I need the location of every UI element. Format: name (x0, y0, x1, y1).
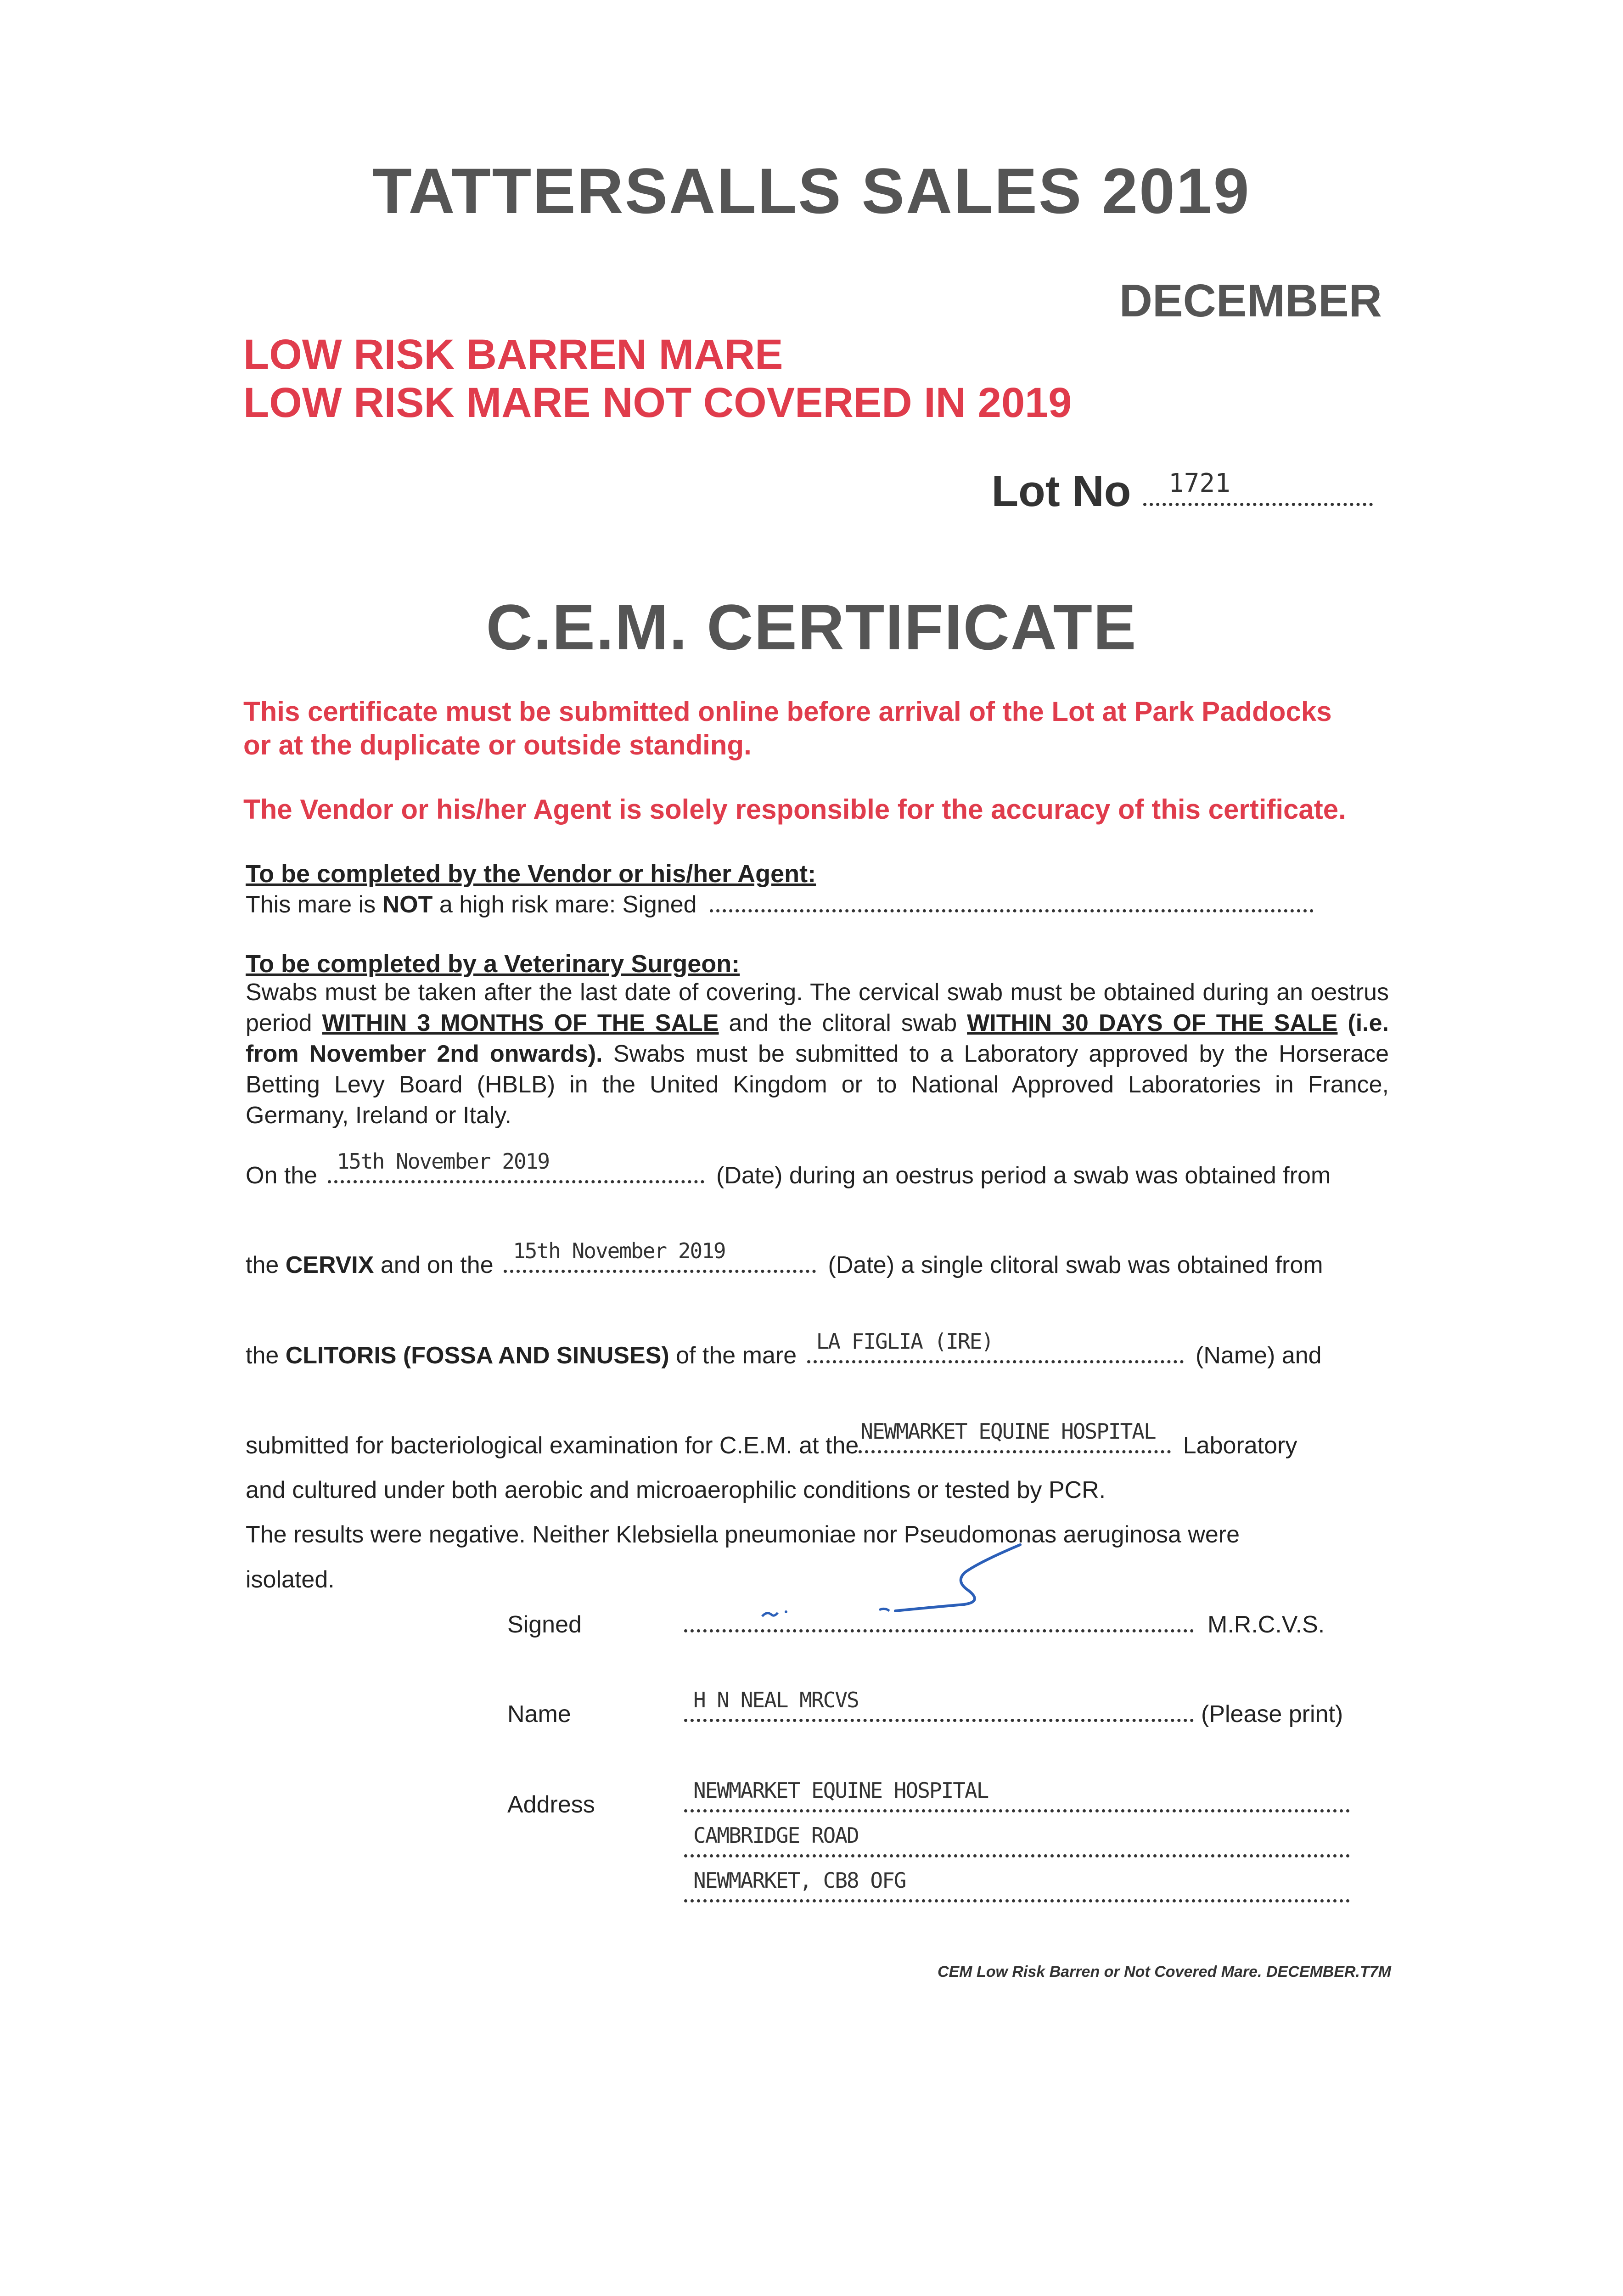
form-reference-footer: CEM Low Risk Barren or Not Covered Mare. DECEMBER.T7M (937, 1963, 1391, 1981)
address-line-2-value: CAMBRIDGE ROAD (693, 1823, 859, 1848)
mare-name-field[interactable] (807, 1329, 1184, 1363)
lot-label: Lot No (991, 467, 1131, 516)
vet-signature-line[interactable] (684, 1611, 1194, 1632)
cervix-date-value: 15th November 2019 (337, 1149, 550, 1174)
certificate-title: C.E.M. CERTIFICATE (486, 591, 1137, 663)
address-line-3-value: NEWMARKET, CB8 OFG (693, 1868, 906, 1893)
responsibility-warning: The Vendor or his/her Agent is solely responsible for the accuracy of this certificate. (243, 794, 1346, 825)
form-line-cervix-date: On the 15th November 2019 (Date) during an oestrus period a swab was obtained from (246, 1149, 1331, 1189)
vendor-section-heading: To be completed by the Vendor or his/her Agent: (246, 860, 816, 888)
clitoral-date-value: 15th November 2019 (513, 1238, 725, 1263)
address-line-1-field[interactable] (684, 1778, 1350, 1812)
document-title: TATTERSALLS SALES 2019 (372, 155, 1251, 227)
lot-number: 1721 (1168, 468, 1230, 498)
address-line-2-field[interactable] (684, 1823, 1350, 1857)
address-line-1-row (684, 1778, 1350, 1815)
vet-instructions: Swabs must be taken after the last date of covering. The cervical swab must be obtained during an oestrus period WITHIN 3 MONTHS OF THE SALE and the clitoral swab WITHIN 30 DAYS OF THE SALE (i.e. from November 2nd onwards). Swabs must be submitted to a Laboratory approved by the Horserace Betting Levy Board (HBLB) in the United Kingdom or to National Approved Laboratories in France, Germany, Ireland or Italy. (246, 979, 1389, 1129)
address-line-2-row (684, 1823, 1350, 1860)
clitoral-date-field[interactable] (504, 1238, 816, 1273)
address-line-3-field[interactable] (684, 1868, 1350, 1902)
laboratory-value: NEWMARKET EQUINE HOSPITAL (860, 1419, 1156, 1444)
mare-name-value: LA FIGLIA (IRE) (816, 1329, 993, 1354)
form-line-laboratory: submitted for bacteriological examination for C.E.M. at the NEWMARKET EQUINE HOSPITAL Laboratory (246, 1419, 1297, 1459)
results-statement: The results were negative. Neither Klebsiella pneumoniae nor Pseudomonas aeruginosa were (246, 1521, 1240, 1548)
laboratory-field[interactable] (859, 1419, 1171, 1453)
cervix-date-field[interactable] (328, 1149, 704, 1183)
sale-month: DECEMBER (1119, 275, 1382, 326)
not-emphasis: NOT (382, 891, 433, 918)
signed-label: Signed (507, 1611, 582, 1638)
address-line-1-value: NEWMARKET EQUINE HOSPITAL (693, 1778, 988, 1803)
vendor-statement: This mare is NOT a high risk mare: Signed (246, 891, 1314, 918)
submission-warning-line-2: or at the duplicate or outside standing. (243, 730, 752, 760)
submission-warning-line-1: This certificate must be submitted online before arrival of the Lot at Park Paddocks (243, 696, 1332, 727)
risk-category-line-1: LOW RISK BARREN MARE (243, 331, 783, 378)
name-label: Name (507, 1701, 571, 1728)
risk-category-line-2: LOW RISK MARE NOT COVERED IN 2019 (243, 379, 1072, 426)
vet-section-heading: To be completed by a Veterinary Surgeon: (246, 950, 740, 978)
vendor-signature-line[interactable] (710, 891, 1314, 912)
address-line-3-row (684, 1868, 1350, 1905)
vet-name-value: H N NEAL MRCVS (693, 1688, 859, 1712)
form-line-mare-name: the CLITORIS (FOSSA AND SINUSES) of the mare LA FIGLIA (IRE) (Name) and (246, 1329, 1322, 1369)
address-label: Address (507, 1791, 595, 1818)
form-line-clitoral-date: the CERVIX and on the 15th November 2019 (Date) a single clitoral swab was obtained from (246, 1238, 1323, 1278)
culture-statement: and cultured under both aerobic and microaerophilic conditions or tested by PCR. (246, 1477, 1106, 1503)
results-statement-end: isolated. (246, 1566, 335, 1593)
vet-name-row: H N NEAL MRCVS (Please print) (684, 1700, 1343, 1728)
vet-signature-row: M.R.C.V.S. (684, 1611, 1325, 1638)
